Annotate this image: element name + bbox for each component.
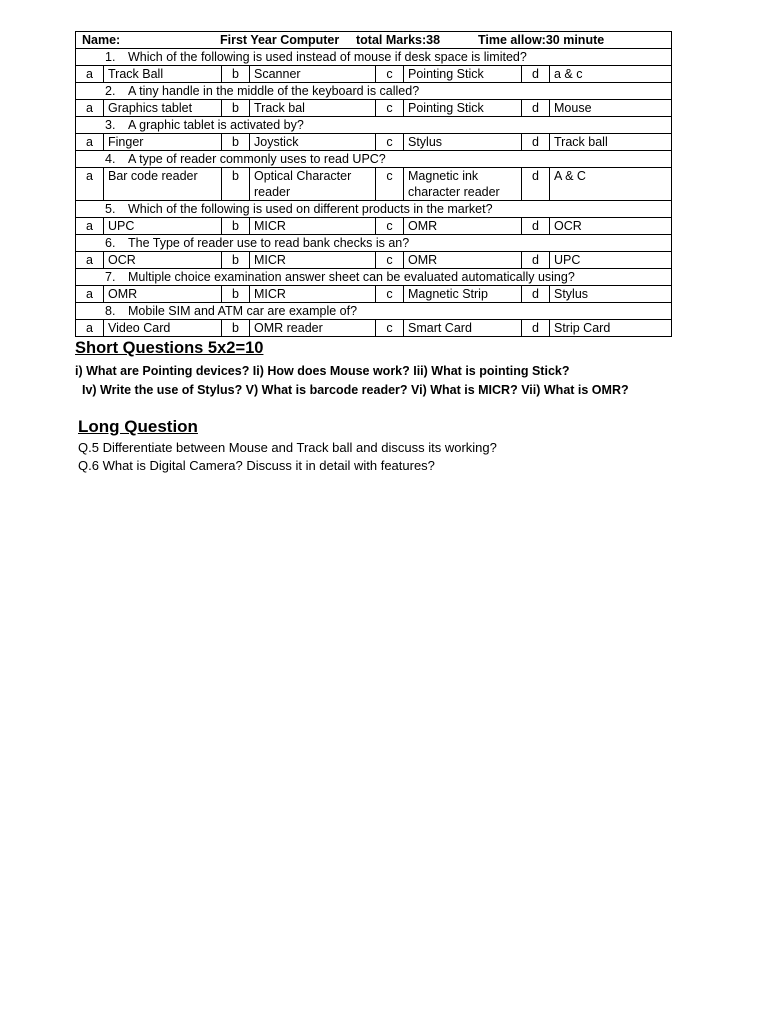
question-text: A tiny handle in the middle of the keyboard is called? [128,84,420,98]
question-number: 1. [105,50,116,64]
time-label: Time allow:30 minute [478,33,605,47]
option-text: Video Card [104,320,222,337]
long-question-6: Q.6 What is Digital Camera? Discuss it in detail with features? [78,458,435,473]
option-letter: d [522,100,550,117]
option-text: Stylus [404,134,522,151]
options-row [76,100,672,117]
option-text: Bar code reader [104,168,222,201]
long-question-5: Q.5 Differentiate between Mouse and Track ball and discuss its working? [78,440,497,455]
option-letter: d [522,134,550,151]
option-text: Finger [104,134,222,151]
option-letter: d [522,252,550,269]
options-row [76,252,672,269]
option-letter: b [222,252,250,269]
question-number: 8. [105,304,116,318]
option-letter: b [222,218,250,235]
option-letter: a [76,100,104,117]
option-letter: d [522,168,550,201]
option-letter: c [376,100,404,117]
option-letter: b [222,66,250,83]
question-row [76,269,672,286]
option-text: MICR [250,286,376,303]
option-letter: b [222,320,250,337]
option-text: MICR [250,218,376,235]
option-text: Track ball [550,134,672,151]
options-row [76,218,672,235]
option-letter: d [522,66,550,83]
question-cell [76,269,672,286]
option-text: OMR [404,218,522,235]
question-row [76,117,672,134]
option-letter: c [376,168,404,201]
option-letter: a [76,286,104,303]
option-letter: c [376,134,404,151]
option-text: Mouse [550,100,672,117]
question-number: 6. [105,236,116,250]
option-letter: a [76,66,104,83]
option-text: Track Ball [104,66,222,83]
short-questions-title: Short Questions 5x2=10 [75,339,264,357]
option-letter: c [376,286,404,303]
short-questions-line-2: Iv) Write the use of Stylus? V) What is barcode reader? Vi) What is MICR? Vii) What is OMR? [82,383,629,397]
header-row [76,32,672,49]
marks-label: total Marks:38 [356,33,441,47]
question-number: 4. [105,152,116,166]
option-letter: c [376,320,404,337]
option-text: Stylus [550,286,672,303]
question-cell [76,117,672,134]
option-letter: a [76,134,104,151]
option-text: Pointing Stick [404,66,522,83]
options-row [76,134,672,151]
option-text: OMR reader [250,320,376,337]
option-text: OMR [404,252,522,269]
option-text: Optical Character reader [250,168,376,201]
question-row [76,83,672,100]
question-text: Mobile SIM and ATM car are example of? [128,304,358,318]
mcq-table [75,31,672,337]
header-cell [76,32,672,49]
long-question-title: Long Question [78,417,198,436]
option-text: Strip Card [550,320,672,337]
question-cell [76,49,672,66]
question-row [76,235,672,252]
option-text: Pointing Stick [404,100,522,117]
option-letter: a [76,320,104,337]
question-number: 7. [105,270,116,284]
option-text: Track bal [250,100,376,117]
question-text: Which of the following is used instead of mouse if desk space is limited? [128,50,527,64]
question-number: 2. [105,84,116,98]
option-text: OCR [104,252,222,269]
question-cell [76,151,672,168]
question-number: 5. [105,202,116,216]
subject-label: First Year Computer [220,33,340,47]
option-letter: d [522,218,550,235]
short-questions-line-1: i) What are Pointing devices? Ii) How does Mouse work? Iii) What is pointing Stick? [75,364,570,378]
option-letter: d [522,320,550,337]
options-row [76,168,672,201]
question-cell [76,235,672,252]
option-letter: c [376,66,404,83]
question-row [76,49,672,66]
option-text: MICR [250,252,376,269]
option-letter: a [76,252,104,269]
question-number: 3. [105,118,116,132]
options-row [76,286,672,303]
option-text: OCR [550,218,672,235]
option-text: Smart Card [404,320,522,337]
question-row [76,303,672,320]
option-letter: d [522,286,550,303]
option-text: Scanner [250,66,376,83]
option-letter: c [376,218,404,235]
question-text: A graphic tablet is activated by? [128,118,304,132]
question-cell [76,201,672,218]
option-letter: b [222,286,250,303]
option-letter: a [76,218,104,235]
option-letter: a [76,168,104,201]
option-text: UPC [104,218,222,235]
option-text: OMR [104,286,222,303]
question-cell [76,83,672,100]
question-text: The Type of reader use to read bank checks is an? [128,236,410,250]
question-text: A type of reader commonly uses to read UPC? [128,152,386,166]
question-text: Multiple choice examination answer sheet can be evaluated automatically using? [128,270,575,284]
name-label: Name: [82,33,121,47]
options-row [76,66,672,83]
option-text: A & C [550,168,672,201]
option-letter: b [222,134,250,151]
question-text: Which of the following is used on different products in the market? [128,202,493,216]
option-text: Magnetic ink character reader [404,168,522,201]
option-letter: b [222,100,250,117]
option-text: Magnetic Strip [404,286,522,303]
question-cell [76,303,672,320]
option-text: UPC [550,252,672,269]
option-letter: c [376,252,404,269]
question-row [76,201,672,218]
option-letter: b [222,168,250,201]
question-row [76,151,672,168]
option-text: a & c [550,66,672,83]
option-text: Graphics tablet [104,100,222,117]
option-text: Joystick [250,134,376,151]
options-row [76,320,672,337]
